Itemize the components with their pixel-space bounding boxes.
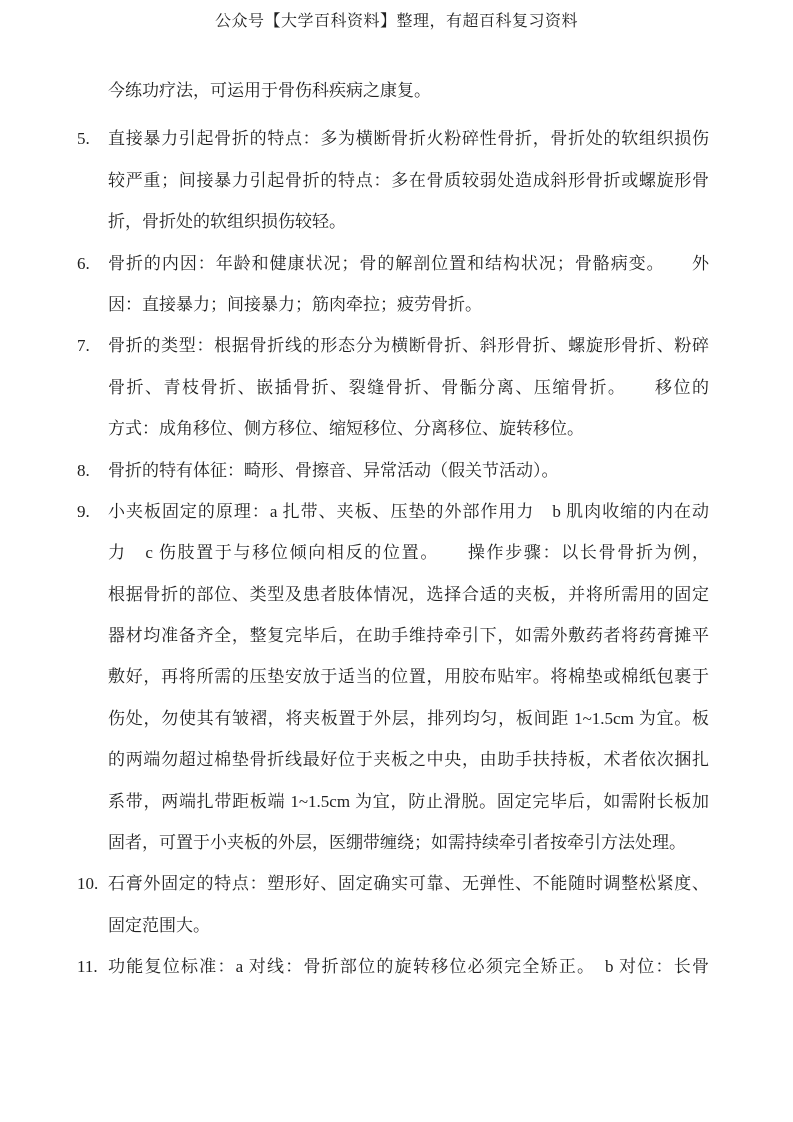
item-number: 5. xyxy=(77,129,90,149)
text-line: 伤处，勿使其有皱褶，将夹板置于外层，排列均匀，板间距 1~1.5cm 为宜。板 xyxy=(108,708,709,728)
item-number: 10. xyxy=(77,874,99,894)
text-line: 较严重；间接暴力引起骨折的特点：多在骨质较弱处造成斜形骨折或螺旋形骨 xyxy=(108,170,709,190)
list-item-11 xyxy=(77,946,709,987)
text-line: 小夹板固定的原理：a 扎带、夹板、压垫的外部作用力 b 肌肉收缩的内在动 xyxy=(108,501,709,521)
text-line: 骨折的内因：年龄和健康状况；骨的解剖位置和结构状况；骨骼病变。 外 xyxy=(108,253,709,273)
item-number: 11. xyxy=(77,957,98,977)
text-line: 根据骨折的部位、类型及患者肢体情况，选择合适的夹板，并将所需用的固定 xyxy=(108,584,709,604)
item-number: 6. xyxy=(77,253,90,273)
item-number: 9. xyxy=(77,501,90,521)
list-item-6 xyxy=(77,243,709,326)
text-line: 石膏外固定的特点：塑形好、固定确实可靠、无弹性、不能随时调整松紧度、 xyxy=(108,874,709,894)
list-item-5 xyxy=(77,118,709,242)
text-line: 系带，两端扎带距板端 1~1.5cm 为宜，防止滑脱。固定完毕后，如需附长板加 xyxy=(108,791,709,811)
text-line: 因：直接暴力；间接暴力；筋肉牵拉；疲劳骨折。 xyxy=(108,294,482,314)
intro-paragraph: 今练功疗法，可运用于骨伤科疾病之康复。 xyxy=(108,81,431,100)
text-line: 力 c 伤肢置于与移位倾向相反的位置。 操作步骤：以长骨骨折为例， xyxy=(108,543,709,563)
text-line: 固者，可置于小夹板的外层，医绷带缠绕；如需持续牵引者按牵引方法处理。 xyxy=(108,833,686,853)
item-number: 7. xyxy=(77,336,90,356)
text-line: 的两端勿超过棉垫骨折线最好位于夹板之中央，由助手扶持板，术者依次捆扎 xyxy=(108,750,709,770)
text-line: 功能复位标准：a 对线：骨折部位的旋转移位必须完全矫正。 b 对位：长骨 xyxy=(108,957,709,977)
text-line: 直接暴力引起骨折的特点：多为横断骨折火粉碎性骨折，骨折处的软组织损伤 xyxy=(108,129,709,149)
list-item-9 xyxy=(77,491,709,864)
text-line: 器材均准备齐全，整复完毕后，在助手维持牵引下，如需外敷药者将药膏摊平 xyxy=(108,626,709,646)
list-item-10 xyxy=(77,863,709,946)
text-line: 骨折的特有体征：畸形、骨擦音、异常活动（假关节活动）。 xyxy=(108,460,559,480)
text-line: 骨折、青枝骨折、嵌插骨折、裂缝骨折、骨骺分离、压缩骨折。 移位的 xyxy=(108,377,709,397)
text-line: 敷好，再将所需的压垫安放于适当的位置，用胶布贴牢。将棉垫或棉纸包裹于 xyxy=(108,667,709,687)
text-line: 固定范围大。 xyxy=(108,915,210,935)
numbered-list xyxy=(77,118,709,987)
list-item-7 xyxy=(77,325,709,449)
text-line: 方式：成角移位、侧方移位、缩短移位、分离移位、旋转移位。 xyxy=(108,419,584,439)
item-number: 8. xyxy=(77,460,90,480)
page-header-title: 公众号【大学百科资料】整理，有超百科复习资料 xyxy=(214,13,578,30)
text-line: 骨折的类型：根据骨折线的形态分为横断骨折、斜形骨折、螺旋形骨折、粉碎 xyxy=(108,336,709,356)
text-line: 折，骨折处的软组织损伤较轻。 xyxy=(108,212,346,232)
list-item-8 xyxy=(77,450,709,491)
document-content xyxy=(77,70,709,988)
